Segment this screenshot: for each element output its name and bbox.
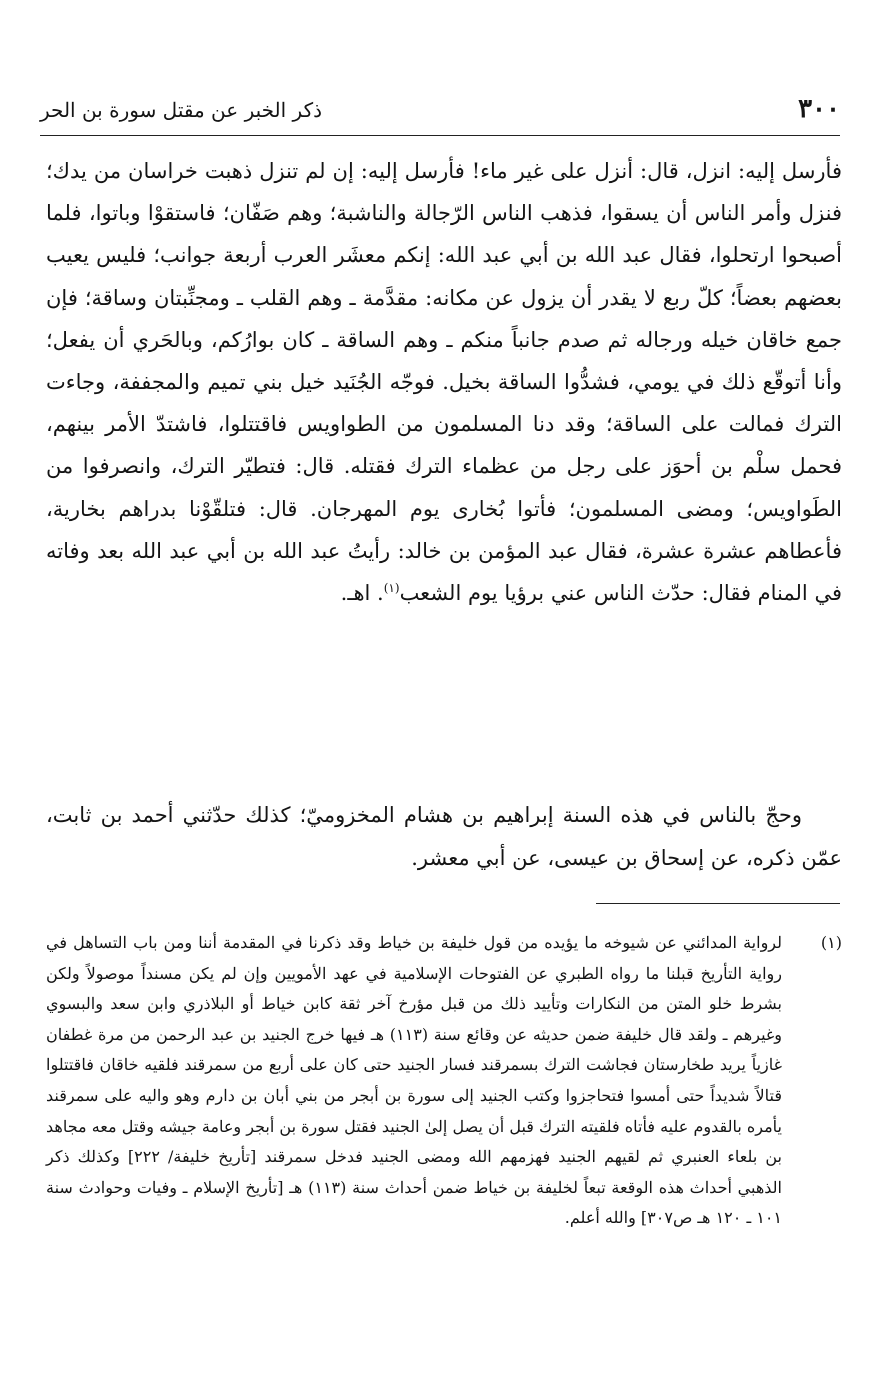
paragraph-1-text: فأرسل إليه: انزل، قال: أنزل على غير ماء! فأرسل إليه: إن لم تنزل ذهبت خراسان من يدك؛ فنزل وأمر الناس أن يسقوا، فذهب الناس الرّجالة والناشبة؛ وهم صَفّان؛ فاستقوْا وباتوا، فلما أصبحوا ارتحلوا، فقال عبد الله بن أبي عبد الله: إنكم معشَر العرب أربعة جوانب؛ فليس يعيب بعضهم بعضاً؛ كلّ ربع لا يقدر أن يزول عن مكانه: مقدَّمة ـ وهم القلب ـ ومجنِّبتان وساقة؛ فإن جمع خاقان خيله ورجاله ثم صدم جانباً منكم ـ وهم الساقة ـ كان بوارُكم، وبالحَري أن يفعل؛ وأنا أتوقّع ذلك في يومي، فشدُّوا الساقة بخيل. فوجّه الجُنَيد خيل بني تميم والمجففة، وجاءت الترك فمالت على الساقة؛ وقد دنا المسلمون من الطواويس فاقتتلوا، فاشتدّ الأمر بينهم، فحمل سلْم بن أحوَز على رجل من عظماء الترك فقتله. قال: فتطيّر الترك، وانصرفوا من الطَواويس؛ ومضى المسلمون؛ فأتوا بُخارى يوم المهرجان. قال: فتلقّوْنا بدراهم بخارية، فأعطاهم عشرة عشرة، فقال عبد المؤمن بن خالد: رأيتُ عبد الله بن أبي عبد الله بعد وفاته في المنام فقال: حدّث الناس عني برؤيا يوم الشعب [46, 159, 842, 606]
header-rule [40, 135, 840, 136]
section-2 [46, 794, 842, 880]
paragraph-1 [46, 150, 842, 614]
page-number: ٣٠٠ [798, 94, 840, 124]
paragraph-2: وحجّ بالناس في هذه السنة إبراهيم بن هشام المخزوميّ؛ كذلك حدّثني أحمد بن ثابت، عمّن ذكره، عن إسحاق بن عيسى، عن أبي معشر. [46, 803, 842, 870]
running-title: ذكر الخبر عن مقتل سورة بن الحر [40, 98, 323, 122]
footnote-rule [596, 903, 840, 904]
footnote-text: لرواية المدائني عن شيوخه ما يؤيده من قول خليفة بن خياط وقد ذكرنا في المقدمة أننا ومن باب التساهل في رواية التأريخ قبلنا ما رواه الطبري عن الفتوحات الإسلامية في عهد الأمويين وإن لم يكن مسنداً موصولاً ولكن بشرط خلو المتن من النكارات وتأييد ذلك من قبل مؤرخ آخر ثقة كابن خياط أو البلاذري وابن سعد والبسوي وغيرهم ـ ولقد قال خليفة ضمن حديثه عن وقائع سنة (١١٣) هـ فيها خرج الجنيد بن عبد الرحمن من مرة غطفان غازياً يريد طخارستان فجاشت الترك بسمرقند فسار الجنيد حتى كان على أربع من سمرقند فلقيه خاقان فاقتتلوا قتالاً شديداً حتى أمسوا فتحاجزوا وكتب الجنيد إلى سورة بن أبجر من بني أبان بن دارم وهو واليه على سمرقند يأمره بالقدوم عليه فأتاه فلقيته الترك قبل أن يصل إلىٰ الجنيد فقتل سورة بن أبجر وعامة جيشه وقتل معه مجاهد بن بلعاء العنبري ثم لقيهم الجنيد فهزمهم الله ومضى الجنيد فدخل سمرقند [تأريخ خليفة/ ٢٢٢] وكذلك ذكر الذهبي أحداث هذه الوقعة تبعاً لخليفة بن خياط ضمن أحداث سنة (١١٣) هـ [تأريخ الإسلام ـ وفيات وحوادث سنة ١٠١ ـ ١٢٠ هـ ص٣٠٧] والله أعلم. [46, 933, 783, 1228]
running-head [40, 92, 840, 132]
footnote-marker: (١) [820, 933, 842, 952]
paragraph-1-tail: . اهـ. [340, 581, 384, 606]
main-text-block [46, 150, 842, 614]
footnote-reference: (١) [383, 581, 400, 596]
footnote [46, 928, 842, 1234]
